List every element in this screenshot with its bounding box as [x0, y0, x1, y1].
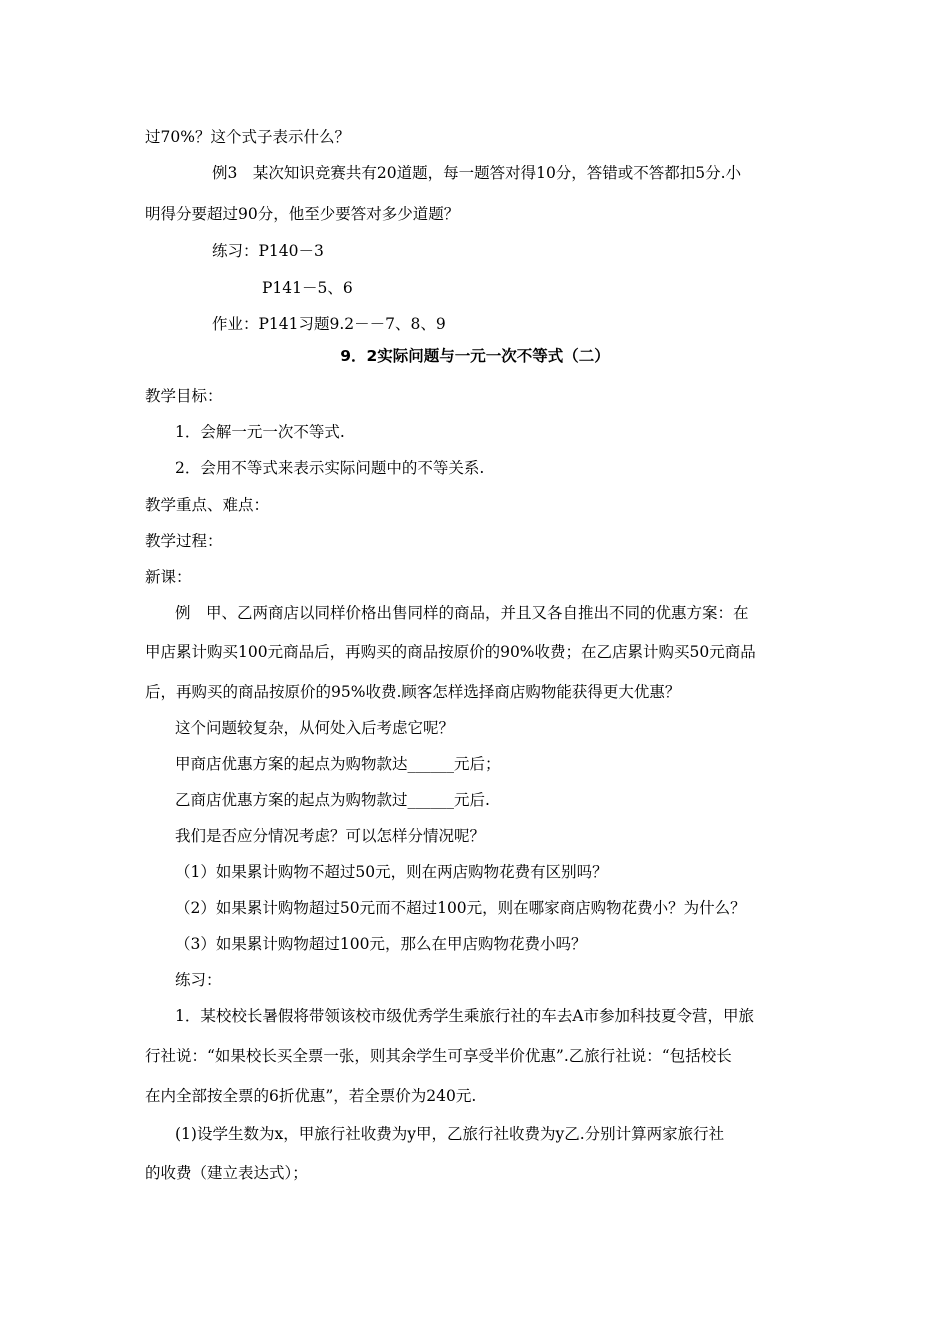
- text-line: 甲店累计购买100元商品后，再购买的商品按原价的90%收费；在乙店累计购买50元商品: [145, 643, 756, 661]
- text-line: 明得分要超过90分，他至少要答对多少道题？: [145, 205, 460, 223]
- text-line: 后，再购买的商品按原价的95%收费.顾客怎样选择商店购物能获得更大优惠？: [145, 683, 681, 701]
- text-line: 过70%？这个式子表示什么？: [145, 128, 350, 146]
- text-line: 新课：: [145, 568, 192, 586]
- text-line: 在内全部按全票的6折优惠”，若全票价为240元.: [145, 1087, 477, 1105]
- example-3-line: 例3 某次知识竞赛共有20道题，每一题答对得10分，答错或不答都扣5分.小: [212, 164, 742, 182]
- text-line: 的收费（建立表达式）；: [145, 1164, 308, 1182]
- fill-blank-line: 乙商店优惠方案的起点为购物款过______元后.: [175, 791, 490, 809]
- section-heading: 9．2实际问题与一元一次不等式（二）: [340, 347, 610, 365]
- example-line: 例 甲、乙两商店以同样价格出售同样的商品，并且又各自推出不同的优惠方案：在: [175, 604, 749, 622]
- text-line: 行社说：“如果校长买全票一张，则其余学生可享受半价优惠”.乙旅行社说：“包括校长: [145, 1047, 732, 1065]
- case-item: （2）如果累计购物超过50元而不超过100元，则在哪家商店购物花费小？为什么？: [175, 899, 746, 917]
- text-line: 教学过程：: [145, 532, 223, 550]
- text-line: 我们是否应分情况考虑？可以怎样分情况呢？: [175, 827, 486, 845]
- text-line: 教学重点、难点：: [145, 496, 270, 514]
- case-item: （3）如果累计购物超过100元，那么在甲店购物花费小吗？: [175, 935, 587, 953]
- goal-item: 1．会解一元一次不等式.: [175, 423, 345, 441]
- case-item: （1）如果累计购物不超过50元，则在两店购物花费有区别吗？: [175, 863, 608, 881]
- text-line: 练习：: [175, 971, 222, 989]
- exercise-line: 1．某校校长暑假将带领该校市级优秀学生乘旅行社的车去A市参加科技夏令营，甲旅: [175, 1007, 755, 1025]
- exercise-line: (1)设学生数为x，甲旅行社收费为y甲，乙旅行社收费为y乙.分别计算两家旅行社: [175, 1125, 725, 1143]
- practice-line: 练习：P140－3: [212, 242, 324, 260]
- practice-line: P141－5、6: [262, 279, 353, 297]
- goal-item: 2．会用不等式来表示实际问题中的不等关系.: [175, 459, 485, 477]
- fill-blank-line: 甲商店优惠方案的起点为购物款达______元后；: [175, 755, 501, 773]
- homework-line: 作业：P141习题9.2－－7、8、9: [212, 315, 446, 333]
- text-line: 教学目标：: [145, 387, 223, 405]
- text-line: 这个问题较复杂，从何处入后考虑它呢？: [175, 719, 455, 737]
